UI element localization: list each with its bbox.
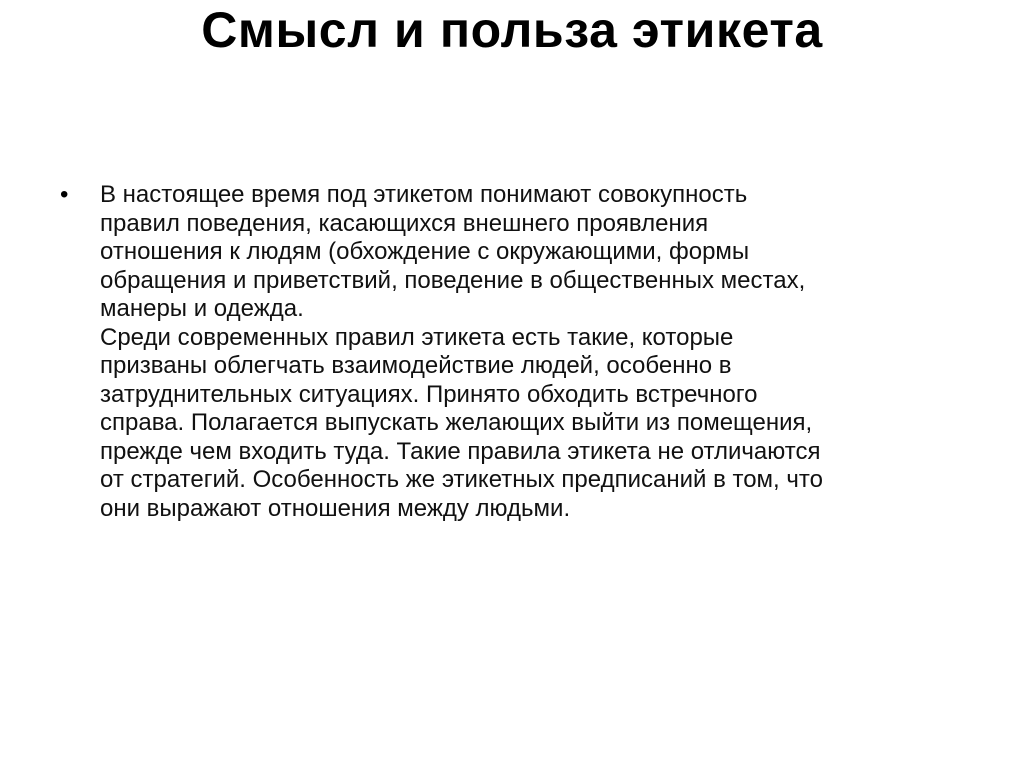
text-line: В настоящее время под этикетом понимают совокупность bbox=[100, 181, 748, 208]
slide-title: Смысл и польза этикета bbox=[201, 2, 823, 58]
text-line: от стратегий. Особенность же этикетных предписаний в том, что bbox=[100, 466, 823, 493]
text-line: отношения к людям (обхождение с окружающими, формы bbox=[100, 238, 750, 265]
text-line: справа. Полагается выпускать желающих выйти из помещения, bbox=[100, 409, 813, 436]
bullet-text bbox=[100, 181, 972, 523]
text-line: прежде чем входить туда. Такие правила этикета не отличаются bbox=[100, 437, 821, 465]
text-line: манеры и одежда. bbox=[100, 295, 304, 322]
text-line: Среди современных правил этикета есть такие, которые bbox=[100, 323, 734, 351]
bullet-dot-icon: • bbox=[60, 181, 69, 208]
text-line: затруднительных ситуациях. Принято обходить встречного bbox=[100, 380, 758, 408]
text-line: правил поведения, касающихся внешнего проявления bbox=[100, 209, 709, 237]
text-line: обращения и приветствий, поведение в общественных местах, bbox=[100, 266, 806, 294]
text-line: призваны облегчать взаимодействие людей, особенно в bbox=[100, 352, 732, 379]
text-line: они выражают отношения между людьми. bbox=[100, 494, 571, 522]
